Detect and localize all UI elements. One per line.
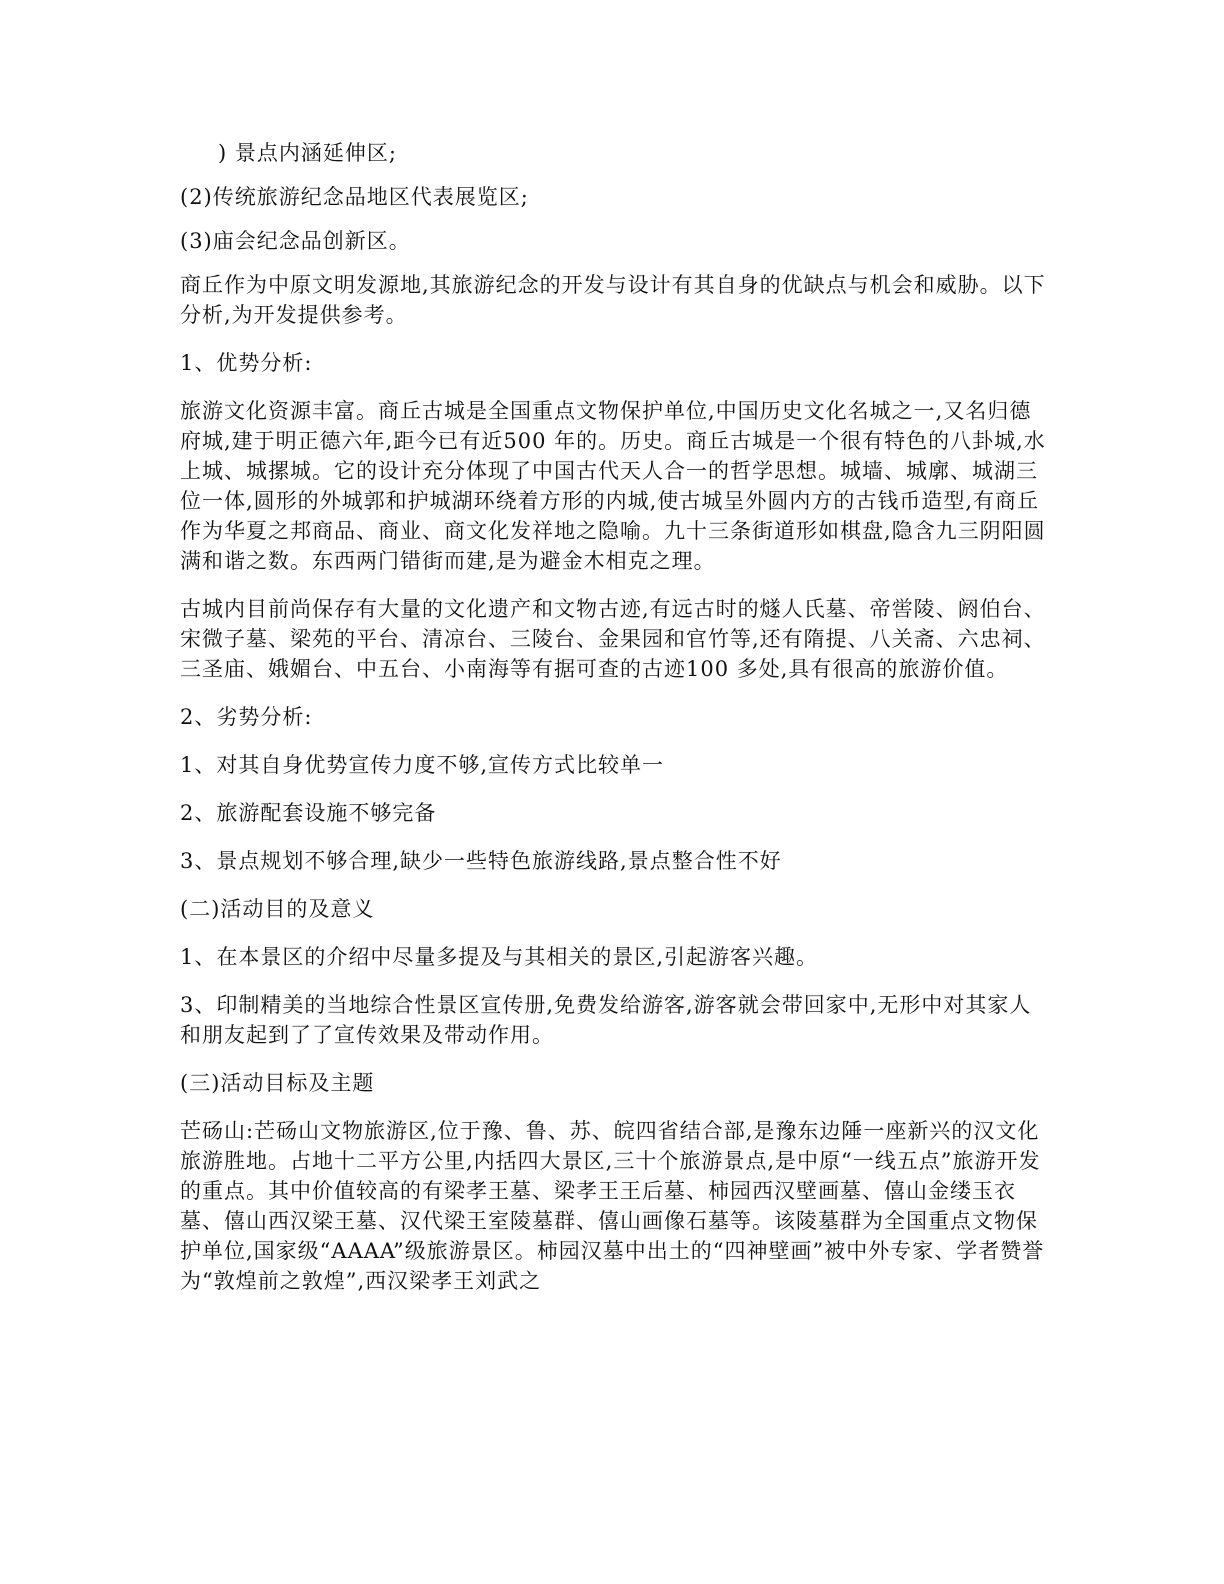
paragraph-strengths-1: 旅游文化资源丰富。商丘古城是全国重点文物保护单位,中国历史文化名城之一,又名归德府城,建于明正德六年,距今已有近500 年的。历史。商丘古城是一个很有特色的八卦城,水上城、城摞城。它的设计充分体现了中国古代天人合一的哲学思想。城墙、城廓、城湖三位一体,圆形的外城郭和护城湖环绕着方形的内城,使古城呈外圆内方的古钱币造型,有商丘作为华夏之邦商品、商业、商文化发祥地之隐喻。九十三条街道形如棋盘,隐含九三阴阳圆满和谐之数。东西两门错街而建,是为避金木相克之理。 [180, 399, 1046, 573]
paragraph-mangdang: 芒砀山:芒砀山文物旅游区,位于豫、鲁、苏、皖四省结合部,是豫东边陲一座新兴的汉文化旅游胜地。占地十二平方公里,内括四大景区,三十个旅游景点,是中原“一线五点”旅游开发的重点。其中价值较高的有梁孝王墓、梁孝王王后墓、柿园西汉壁画墓、僖山金缕玉衣墓、僖山西汉梁王墓、汉代梁王室陵墓群、僖山画像石墓等。该陵墓群为全国重点文物保护单位,国家级“AAAA”级旅游景区。柿园汉墓中出土的“四神壁画”被中外专家、学者赞誉为“敦煌前之敦煌”,西汉梁孝王刘武之 [180, 1119, 1045, 1293]
paragraph-list-item-3: (3)庙会纪念品创新区。 [180, 229, 411, 253]
document-body [180, 138, 1052, 1314]
weakness-item-3: 3、景点规划不够合理,缺少一些特色旅游线路,景点整合性不好 [180, 849, 782, 873]
weakness-item-2: 2、旅游配套设施不够完备 [180, 801, 437, 825]
heading-goals: (三)活动目标及主题 [180, 1071, 375, 1095]
weakness-item-1: 1、对其自身优势宣传力度不够,宣传方式比较单一 [180, 753, 665, 777]
purpose-item-3: 3、印制精美的当地综合性景区宣传册,免费发给游客,游客就会带回家中,无形中对其家人和朋友起到了了宣传效果及带动作用。 [180, 993, 1032, 1047]
paragraph-list-item-2: (2)传统旅游纪念品地区代表展览区; [180, 185, 529, 209]
paragraph-strengths-2: 古城内目前尚保存有大量的文化遗产和文物古迹,有远古时的燧人氏墓、帝喾陵、阏伯台、宋微子墓、梁苑的平台、清凉台、三陵台、金果园和官竹等,还有隋提、八关斋、六忠祠、三圣庙、娥媚台、中五台、小南海等有据可查的古迹100 多处,具有很高的旅游价值。 [180, 597, 1046, 681]
heading-weaknesses: 2、劣势分析: [180, 705, 313, 729]
paragraph-list-item-1: ) 景点内涵延伸区; [218, 141, 397, 165]
paragraph-intro: 商丘作为中原文明发源地,其旅游纪念的开发与设计有其自身的优缺点与机会和威胁。以下分析,为开发提供参考。 [180, 273, 1046, 327]
purpose-item-1: 1、在本景区的介绍中尽量多提及与其相关的景区,引起游客兴趣。 [180, 945, 819, 969]
heading-purpose: (二)活动目的及意义 [180, 897, 375, 921]
heading-strengths: 1、优势分析: [180, 351, 313, 375]
